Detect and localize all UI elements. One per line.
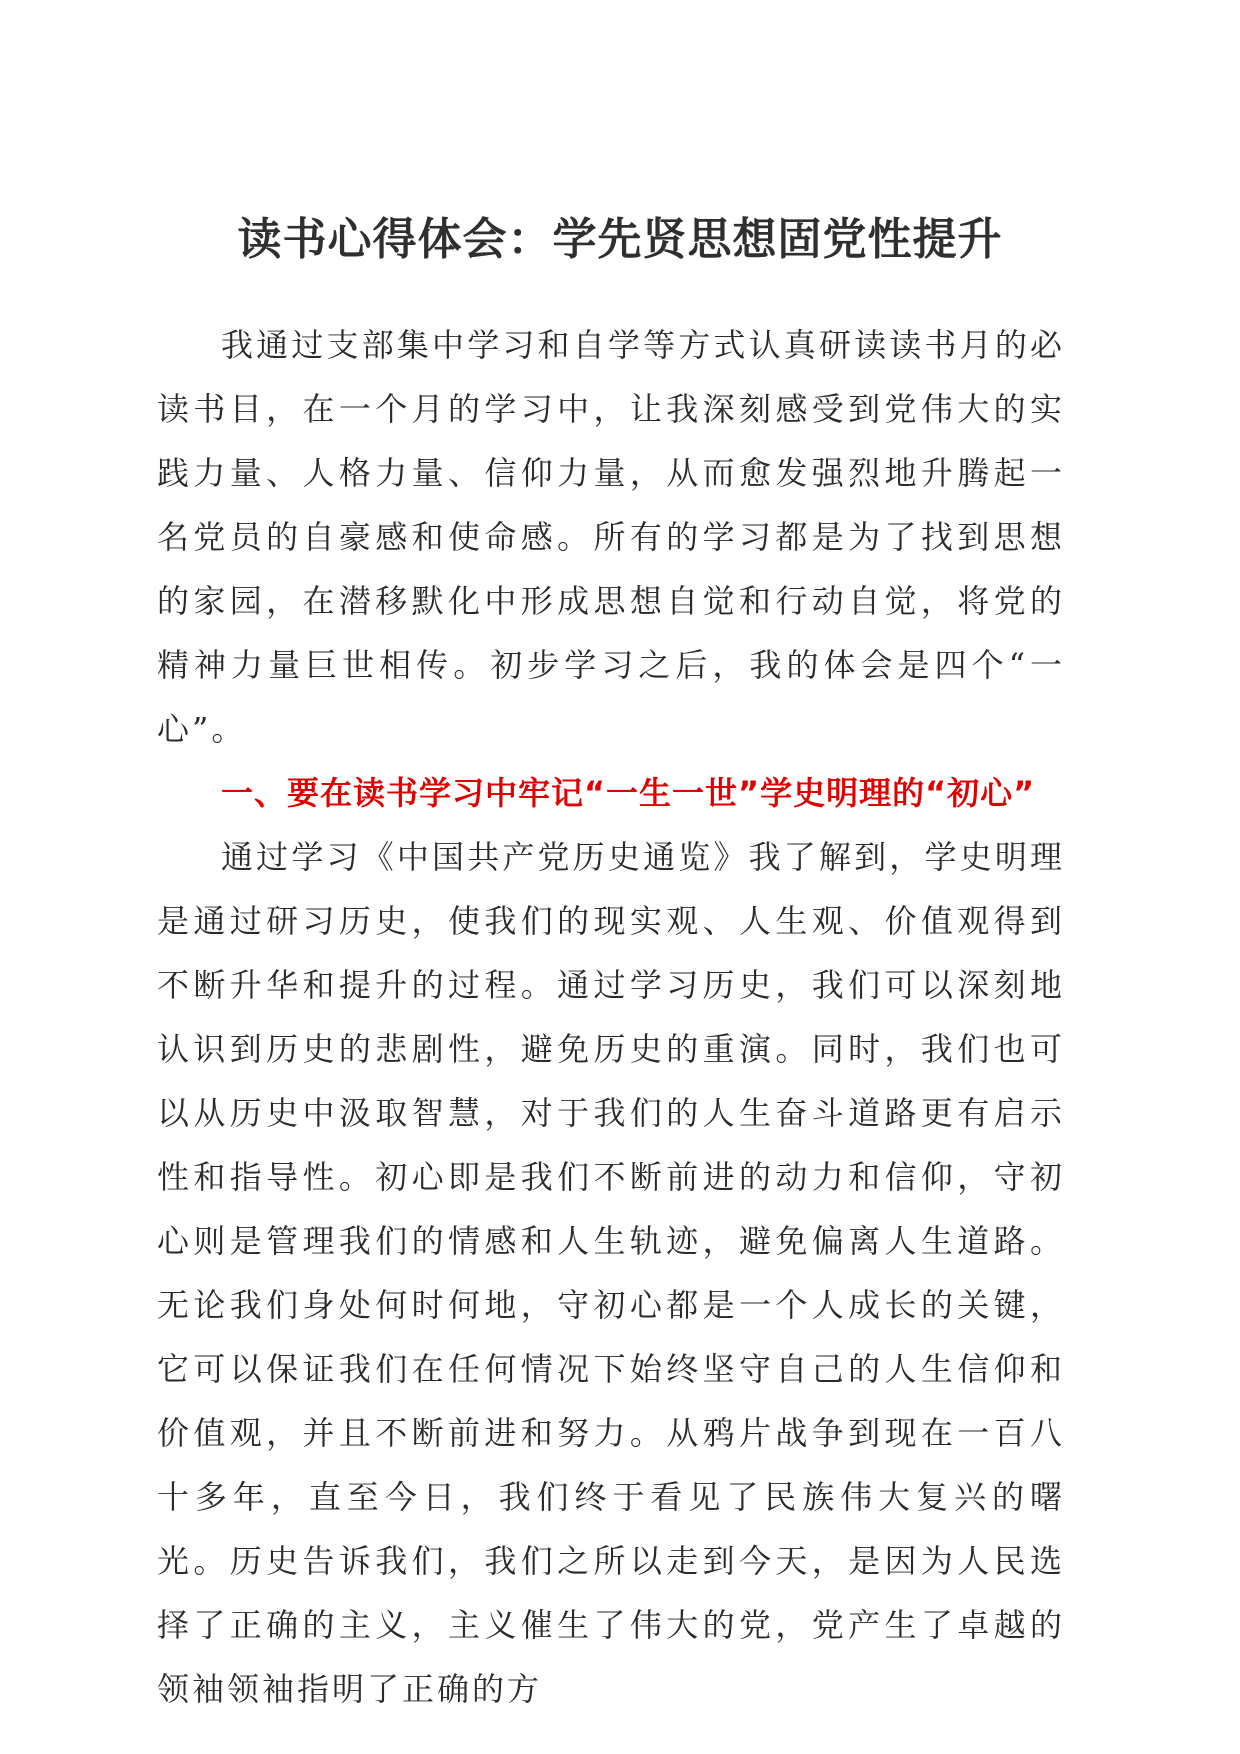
document-body: [157, 313, 1065, 1721]
section-1-paragraph: 通过学习《中国共产党历史通览》我了解到，学史明理是通过研习历史，使我们的现实观、人生观、价值观得到不断升华和提升的过程。通过学习历史，我们可以深刻地认识到历史的悲剧性，避免历史的重演。同时，我们也可以从历史中汲取智慧，对于我们的人生奋斗道路更有启示性和指导性。初心即是我们不断前进的动力和信仰，守初心则是管理我们的情感和人生轨迹，避免偏离人生道路。无论我们身处何时何地，守初心都是一个人成长的关键，它可以保证我们在任何情况下始终坚守自己的人生信仰和价值观，并且不断前进和努力。从鸦片战争到现在一百八十多年，直至今日，我们终于看见了民族伟大复兴的曙光。历史告诉我们，我们之所以走到今天，是因为人民选择了正确的主义，主义催生了伟大的党，党产生了卓越的领袖领袖指明了正确的方: [157, 838, 1065, 1708]
section-1-heading: 一、要在读书学习中牢记“一生一世”学史明理的“初心”: [221, 774, 1036, 812]
document-title: 读书心得体会：学先贤思想固党性提升: [237, 214, 1003, 265]
intro-paragraph: 我通过支部集中学习和自学等方式认真研读读书月的必读书目，在一个月的学习中，让我深刻感受到党伟大的实践力量、人格力量、信仰力量，从而愈发强烈地升腾起一名党员的自豪感和使命感。所有的学习都是为了找到思想的家园，在潜移默化中形成思想自觉和行动自觉，将党的精神力量巨世相传。初步学习之后，我的体会是四个“一心”。: [157, 326, 1065, 748]
